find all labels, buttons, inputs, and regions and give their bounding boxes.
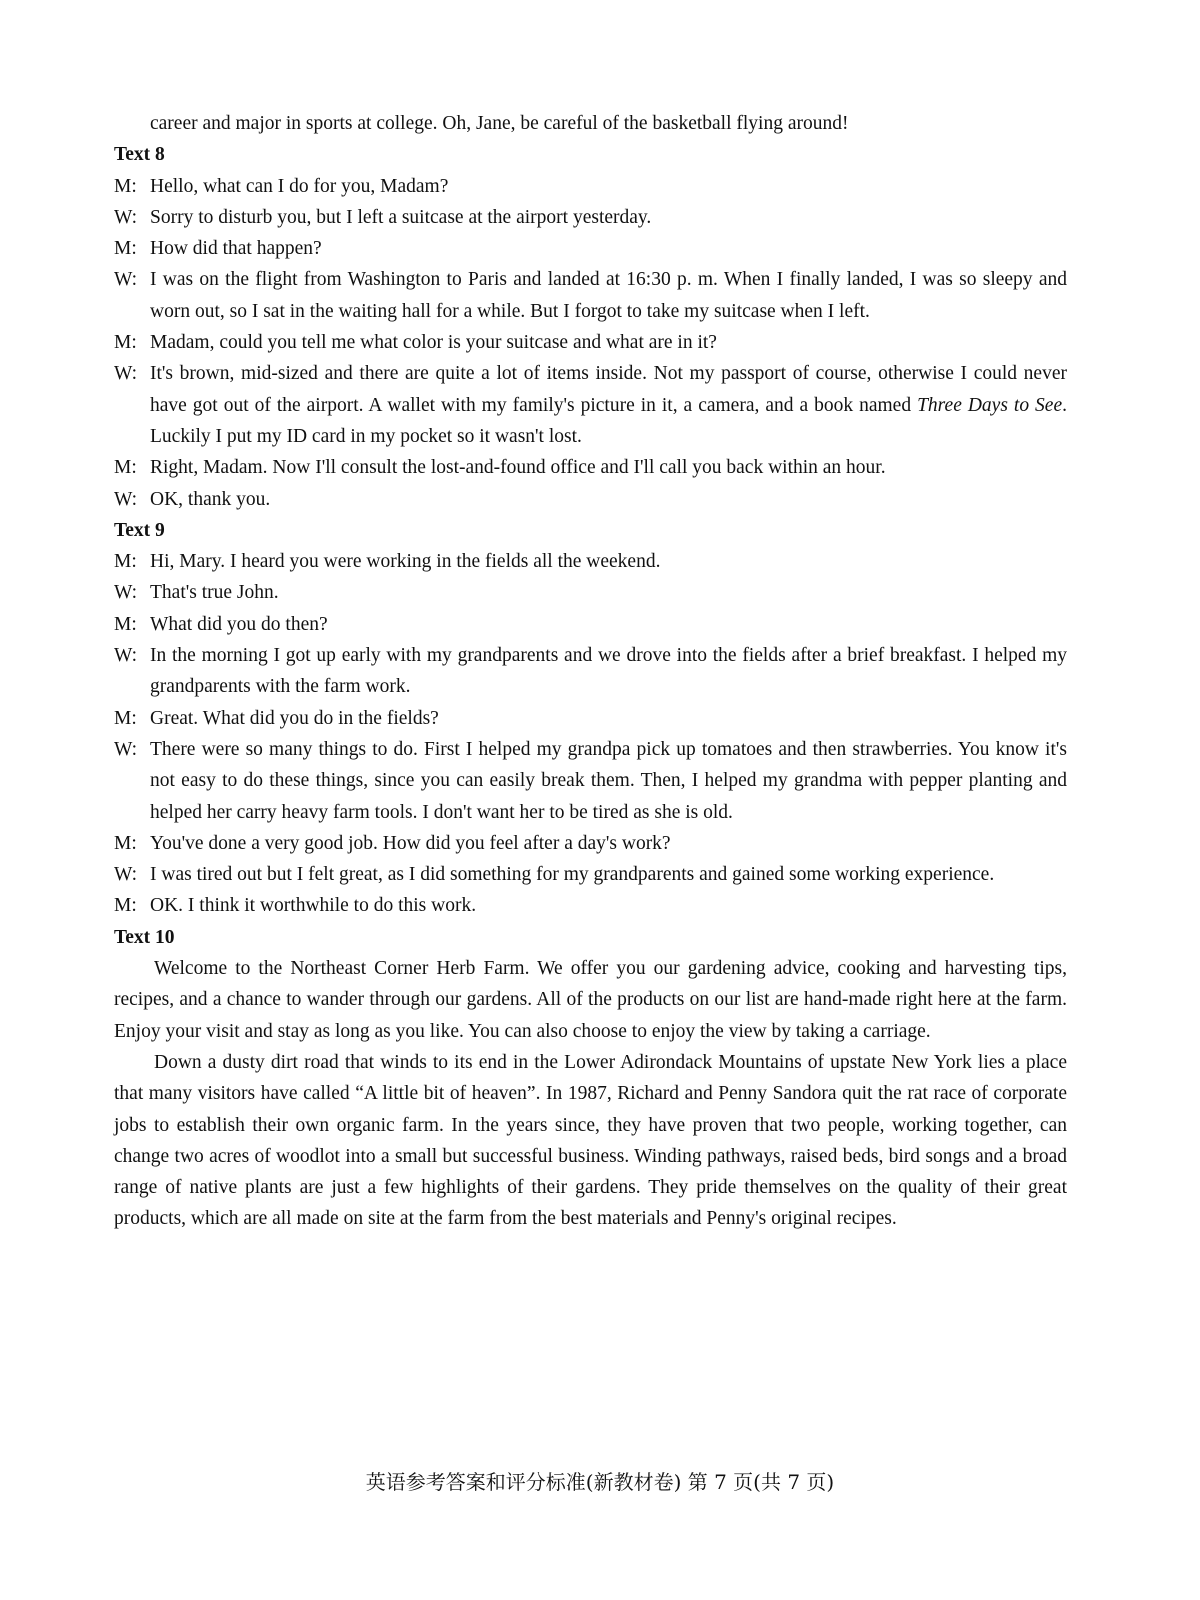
speaker-label: M: — [114, 832, 137, 854]
dialogue-line — [114, 546, 1067, 577]
page-content — [114, 108, 1067, 1235]
dialogue-text: In the morning I got up early with my grandparents and we drove into the fields after a brief breakfast. I helped my grandparents with the farm work. — [150, 645, 1067, 698]
speaker-label: M: — [114, 332, 137, 354]
dialogue-text: Hi, Mary. I heard you were working in the fields all the weekend. — [150, 551, 661, 573]
dialogue-text: . Luckily I put my ID card in my pocket so it wasn't lost. — [150, 394, 1067, 447]
dialogue-line — [114, 828, 1067, 859]
dialogue-line — [114, 703, 1067, 734]
speaker-label: W: — [114, 645, 138, 667]
dialogue-text: Great. What did you do in the fields? — [150, 707, 439, 729]
dialogue-line — [114, 452, 1067, 483]
dialogue-text: I was tired out but I felt great, as I did something for my grandparents and gained some working experience. — [150, 864, 995, 886]
dialogue-line — [114, 264, 1067, 327]
dialogue-line — [114, 734, 1067, 828]
speaker-label: M: — [114, 175, 137, 197]
speaker-label: M: — [114, 551, 137, 573]
dialogue-line — [114, 171, 1067, 202]
dialogue-line — [114, 640, 1067, 703]
dialogue-text: How did that happen? — [150, 238, 322, 260]
dialogue-text: Hello, what can I do for you, Madam? — [150, 175, 449, 197]
dialogue-text: That's true John. — [150, 582, 279, 604]
speaker-label: M: — [114, 707, 137, 729]
speaker-label: M: — [114, 613, 137, 635]
speaker-label: M: — [114, 457, 137, 479]
dialogue-text: You've done a very good job. How did you feel after a day's work? — [150, 832, 671, 854]
dialogue-text: Right, Madam. Now I'll consult the lost-and-found office and I'll call you back within an hour. — [150, 457, 886, 479]
monologue-paragraph: Welcome to the Northeast Corner Herb Farm. We offer you our gardening advice, cooking and harvesting tips, recipes, and a chance to wander through our gardens. All of the products on our list are hand-made right here at the farm. Enjoy your visit and stay as long as you like. You can also choose to enjoy the view by taking a carriage. — [114, 958, 1067, 1042]
dialogue-line — [114, 577, 1067, 608]
page-footer: 英语参考答案和评分标准(新教材卷) 第 7 页(共 7 页) — [365, 1470, 835, 1494]
dialogue-text: It's brown, mid-sized and there are quite a lot of items inside. Not my passport of course, otherwise I could never have got out of the airport. A wallet with my family's picture in it, a camera, and a book named — [150, 363, 1067, 416]
dialogue-text: I was on the flight from Washington to Paris and landed at 16:30 p. m. When I finally landed, I was so sleepy and worn out, so I sat in the waiting hall for a while. But I forgot to take my suitcase when I left. — [150, 269, 1067, 322]
dialogue-text: What did you do then? — [150, 613, 328, 635]
speaker-label: W: — [114, 206, 138, 228]
dialogue-line — [114, 609, 1067, 640]
speaker-label: W: — [114, 582, 138, 604]
dialogue-text: Sorry to disturb you, but I left a suitcase at the airport yesterday. — [150, 206, 652, 228]
text-8-heading: Text 8 — [114, 144, 165, 166]
speaker-label: M: — [114, 238, 137, 260]
text-10-heading: Text 10 — [114, 926, 175, 948]
dialogue-text: OK, thank you. — [150, 488, 271, 510]
speaker-label: W: — [114, 738, 138, 760]
dialogue-line — [114, 358, 1067, 452]
dialogue-text: OK. I think it worthwhile to do this work. — [150, 895, 477, 917]
dialogue-line — [114, 327, 1067, 358]
dialogue-line — [114, 859, 1067, 890]
speaker-label: W: — [114, 269, 138, 291]
dialogue-line — [114, 202, 1067, 233]
dialogue-text: There were so many things to do. First I helped my grandpa pick up tomatoes and then strawberries. You know it's not easy to do these things, since you can easily break them. Then, I helped my grandma with pepper planting and helped her carry heavy farm tools. I don't want her to be tired as she is old. — [150, 738, 1067, 823]
dialogue-line — [114, 890, 1067, 921]
dialogue-line — [114, 484, 1067, 515]
speaker-label: W: — [114, 363, 138, 385]
speaker-label: W: — [114, 864, 138, 886]
dialogue-text: Madam, could you tell me what color is your suitcase and what are in it? — [150, 332, 717, 354]
monologue-paragraph: Down a dusty dirt road that winds to its end in the Lower Adirondack Mountains of upstate New York lies a place that many visitors have called “A little bit of heaven”. In 1987, Richard and Penny Sandora quit the rat race of corporate jobs to establish their own organic farm. In the years since, they have proven that two people, working together, can change two acres of woodlot into a small but successful business. Winding pathways, raised beds, bird songs and a broad range of native plants are just a few highlights of their gardens. They pride themselves on the quality of their great products, which are all made on site at the farm from the best materials and Penny's original recipes. — [114, 1051, 1067, 1230]
continued-line: career and major in sports at college. Oh, Jane, be careful of the basketball flying around! — [150, 113, 849, 134]
book-title: Three Days to See — [917, 394, 1063, 416]
text-9-heading: Text 9 — [114, 519, 165, 541]
speaker-label: M: — [114, 895, 137, 917]
speaker-label: W: — [114, 488, 138, 510]
dialogue-line — [114, 233, 1067, 264]
